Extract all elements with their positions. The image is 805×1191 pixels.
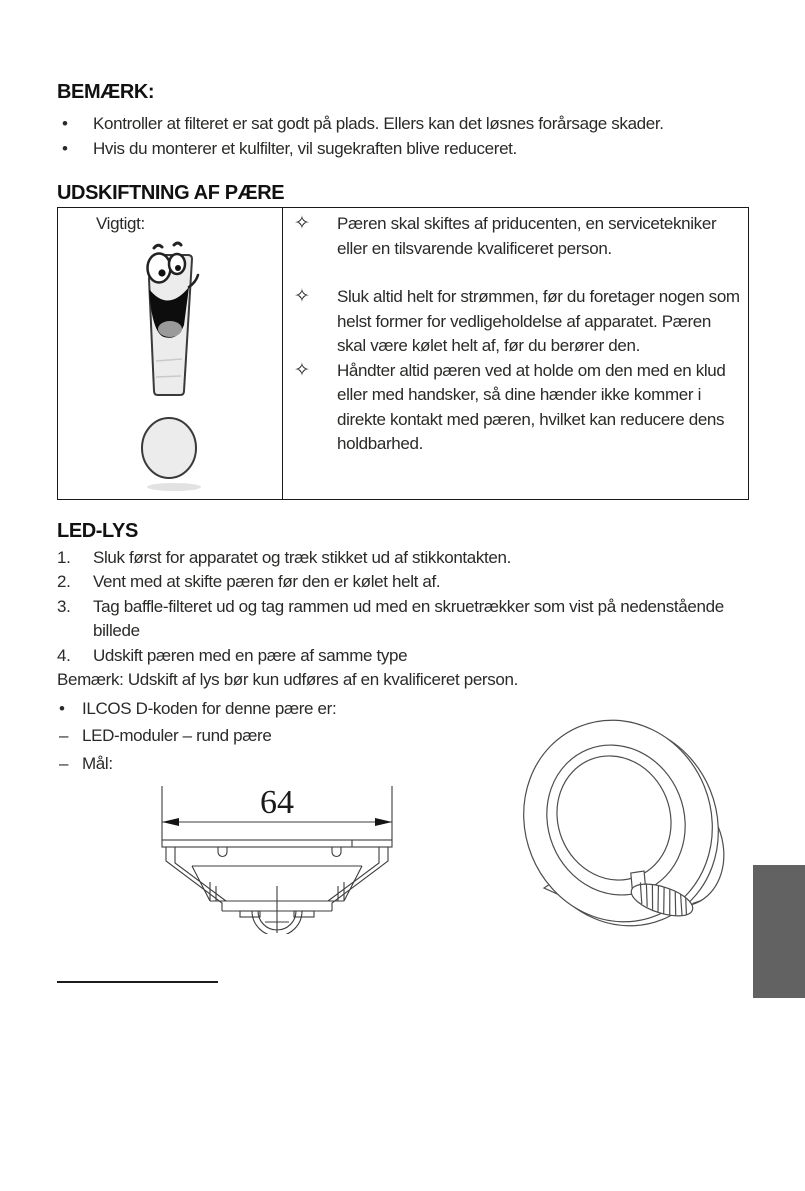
section-title-led: LED-LYS: [57, 519, 138, 542]
downlight-side-view-drawing: [152, 782, 402, 934]
warning-table: [57, 207, 749, 500]
section-title-bemaerk: BEMÆRK:: [57, 81, 155, 103]
warning-text: Pæren skal skiftes af priducenten, en servicetekniker eller en tilsvarende kvalificeret person.: [337, 214, 717, 258]
diamond-bullet-icon: ✧: [294, 213, 310, 234]
list-item: [57, 112, 749, 137]
step-number: 4.: [57, 645, 71, 665]
step-text: Udskift pæren med en pære af samme type: [93, 645, 408, 665]
step-item: [57, 644, 749, 669]
dash-text: LED-moduler – rund pære: [82, 726, 272, 745]
led-steps-list: [57, 546, 749, 669]
step-text: Tag baffle-filteret ud og tag rammen ud med en skruetrækker som vist på nedenstående billede: [93, 596, 724, 640]
bullet-text: Hvis du monterer et kulfilter, vil sugekraften blive reduceret.: [93, 138, 517, 158]
warning-item: [283, 359, 740, 457]
dimension-value: 64: [260, 784, 294, 821]
ilcos-text: ILCOS D-koden for denne pære er:: [82, 698, 337, 718]
step-number: 3.: [57, 596, 71, 616]
warning-table-right-cell: [283, 208, 748, 499]
downlight-trim-ring-drawing: [512, 716, 757, 931]
section-title-udskiftning: UDSKIFTNING AF PÆRE: [57, 182, 285, 204]
exclamation-mark-cartoon: [118, 241, 222, 493]
step-number: 1.: [57, 547, 71, 567]
dash-bullet-icon: –: [59, 726, 69, 745]
step-number: 2.: [57, 572, 71, 591]
dash-text: Mål:: [82, 753, 113, 773]
warning-table-left-cell: [58, 208, 283, 499]
note-line: Bemærk: Udskift af lys bør kun udføres af en kvalificeret person.: [57, 670, 518, 689]
important-label: Vigtigt:: [96, 214, 145, 233]
step-item: [57, 595, 749, 644]
bullet-dot-icon: •: [62, 114, 68, 133]
bemaerk-bullet-list: [57, 112, 749, 161]
step-text: Vent med at skifte pæren før den er kølet helt af.: [93, 572, 441, 591]
bullet-dot-icon: •: [59, 698, 65, 718]
list-item: [57, 137, 749, 162]
warning-item: [283, 285, 740, 359]
page-content: [57, 80, 749, 776]
diamond-bullet-icon: ✧: [294, 286, 310, 307]
step-item: [57, 570, 749, 595]
step-text: Sluk først for apparatet og træk stikket ud af stikkontakten.: [93, 547, 512, 567]
footnote-separator: [57, 981, 218, 983]
bullet-dot-icon: •: [62, 138, 68, 158]
warning-text: Håndter altid pæren ved at holde om den med en klud eller med handsker, så dine hænder ikke kommer i direkte kontakt med pæren, hvilket kan reducere dens holdbarhed.: [337, 360, 726, 453]
step-item: [57, 546, 749, 571]
bullet-text: Kontroller at filteret er sat godt på plads. Ellers kan det løsnes forårsage skader.: [93, 114, 664, 133]
warning-text: Sluk altid helt for strømmen, før du foretager nogen som helst former for vedligeholdelse af apparatet. Pæren skal være kølet helt af, før du berører den.: [337, 287, 740, 355]
warning-item: [283, 212, 740, 261]
dash-bullet-icon: –: [59, 753, 69, 773]
gray-sidebar-block: [753, 865, 805, 998]
diamond-bullet-icon: ✧: [294, 359, 310, 381]
